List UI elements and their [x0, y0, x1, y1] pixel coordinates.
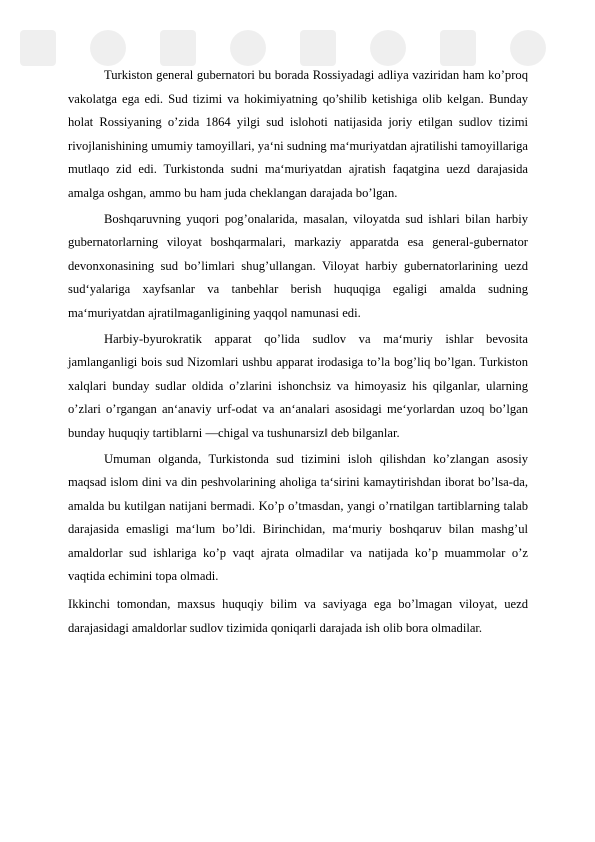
paragraph-1: Turkiston general gubernatori bu borada Rossiyadagi adliya vaziridan ham ko’proq vakolatga ega edi. Sud tizimi va hokimiyatning qo’shilib ketishiga olib kelgan. Bunday holat Rossiyaning o’zida 1864 yilgi sud islohoti natijasida joriy etilgan sudlov tizimi rivojlanishining umumiy tamoyillari, ya‘ni sudning ma‘muriyatdan ajratilishi tamoyillariga mutlaqo zid edi. Turkistonda sudni ma‘muriyatdan ajratish faqatgina uezd darajasida amalga oshgan, ammo bu ham juda cheklangan darajada bo’lgan.: [68, 68, 528, 200]
paragraph-2: Boshqaruvning yuqori pog’onalarida, masalan, viloyatda sud ishlari bilan harbiy gubernatorlarning viloyat boshqarmalari, markaziy apparatda esa general-gubernator devonxonasining sud bo’limlari shug’ullangan. Viloyat harbiy gubernatorlarining uezd sud‘yalariga xayfsanlar va tanbehlar berish huquqiga egaligi amalda sudning ma‘muriyatdan ajratilmaganligining yaqqol namunasi edi.: [68, 211, 528, 320]
paragraph-3: Harbiy-byurokratik apparat qo’lida sudlov va ma‘muriy ishlar bevosita jamlanganligi bois sud Nizomlari ushbu apparat irodasiga to’la bog’liq bo’lgan. Turkiston xalqlari bunday sudlar oldida o’zlarini ishonchsiz va himoyasiz his qilganlar, ularning o’zlari o’rgangan an‘anaviy urf-odat va an‘analari asosidagi me‘yorlardan uzoq bo’lgan bunday huquqiy tartiblarni ―chigal va tushunarsiz‖ deb bilganlar.: [68, 331, 528, 440]
paragraph-4: Umuman olganda, Turkistonda sud tizimini isloh qilishdan ko’zlangan asosiy maqsad islom dini va din peshvolarining aholiga ta‘sirini kamaytirishdan iborat bo’lsa-da, amalda bu kutilgan natijani bermadi. Ko’p o’tmasdan, yangi o’rnatilgan tartiblarning talab darajasida emasligi ma‘lum bo’ldi. Birinchidan, ma‘muriy boshqaruv bilan mashg’ul amaldorlar sud ishlariga ko’p vaqt ajrata olmadilar va natijada ko’p muammolar o’z vaqtida echimini topa olmadi.: [68, 451, 528, 584]
paragraph-5: Ikkinchi tomondan, maxsus huquqiy bilim va saviyaga ega bo’lmagan viloyat, uezd darajasidagi amaldorlar sudlov tizimida qoniqarli darajada ish olib bora olmadilar.: [68, 597, 528, 635]
document-body: [68, 64, 528, 642]
